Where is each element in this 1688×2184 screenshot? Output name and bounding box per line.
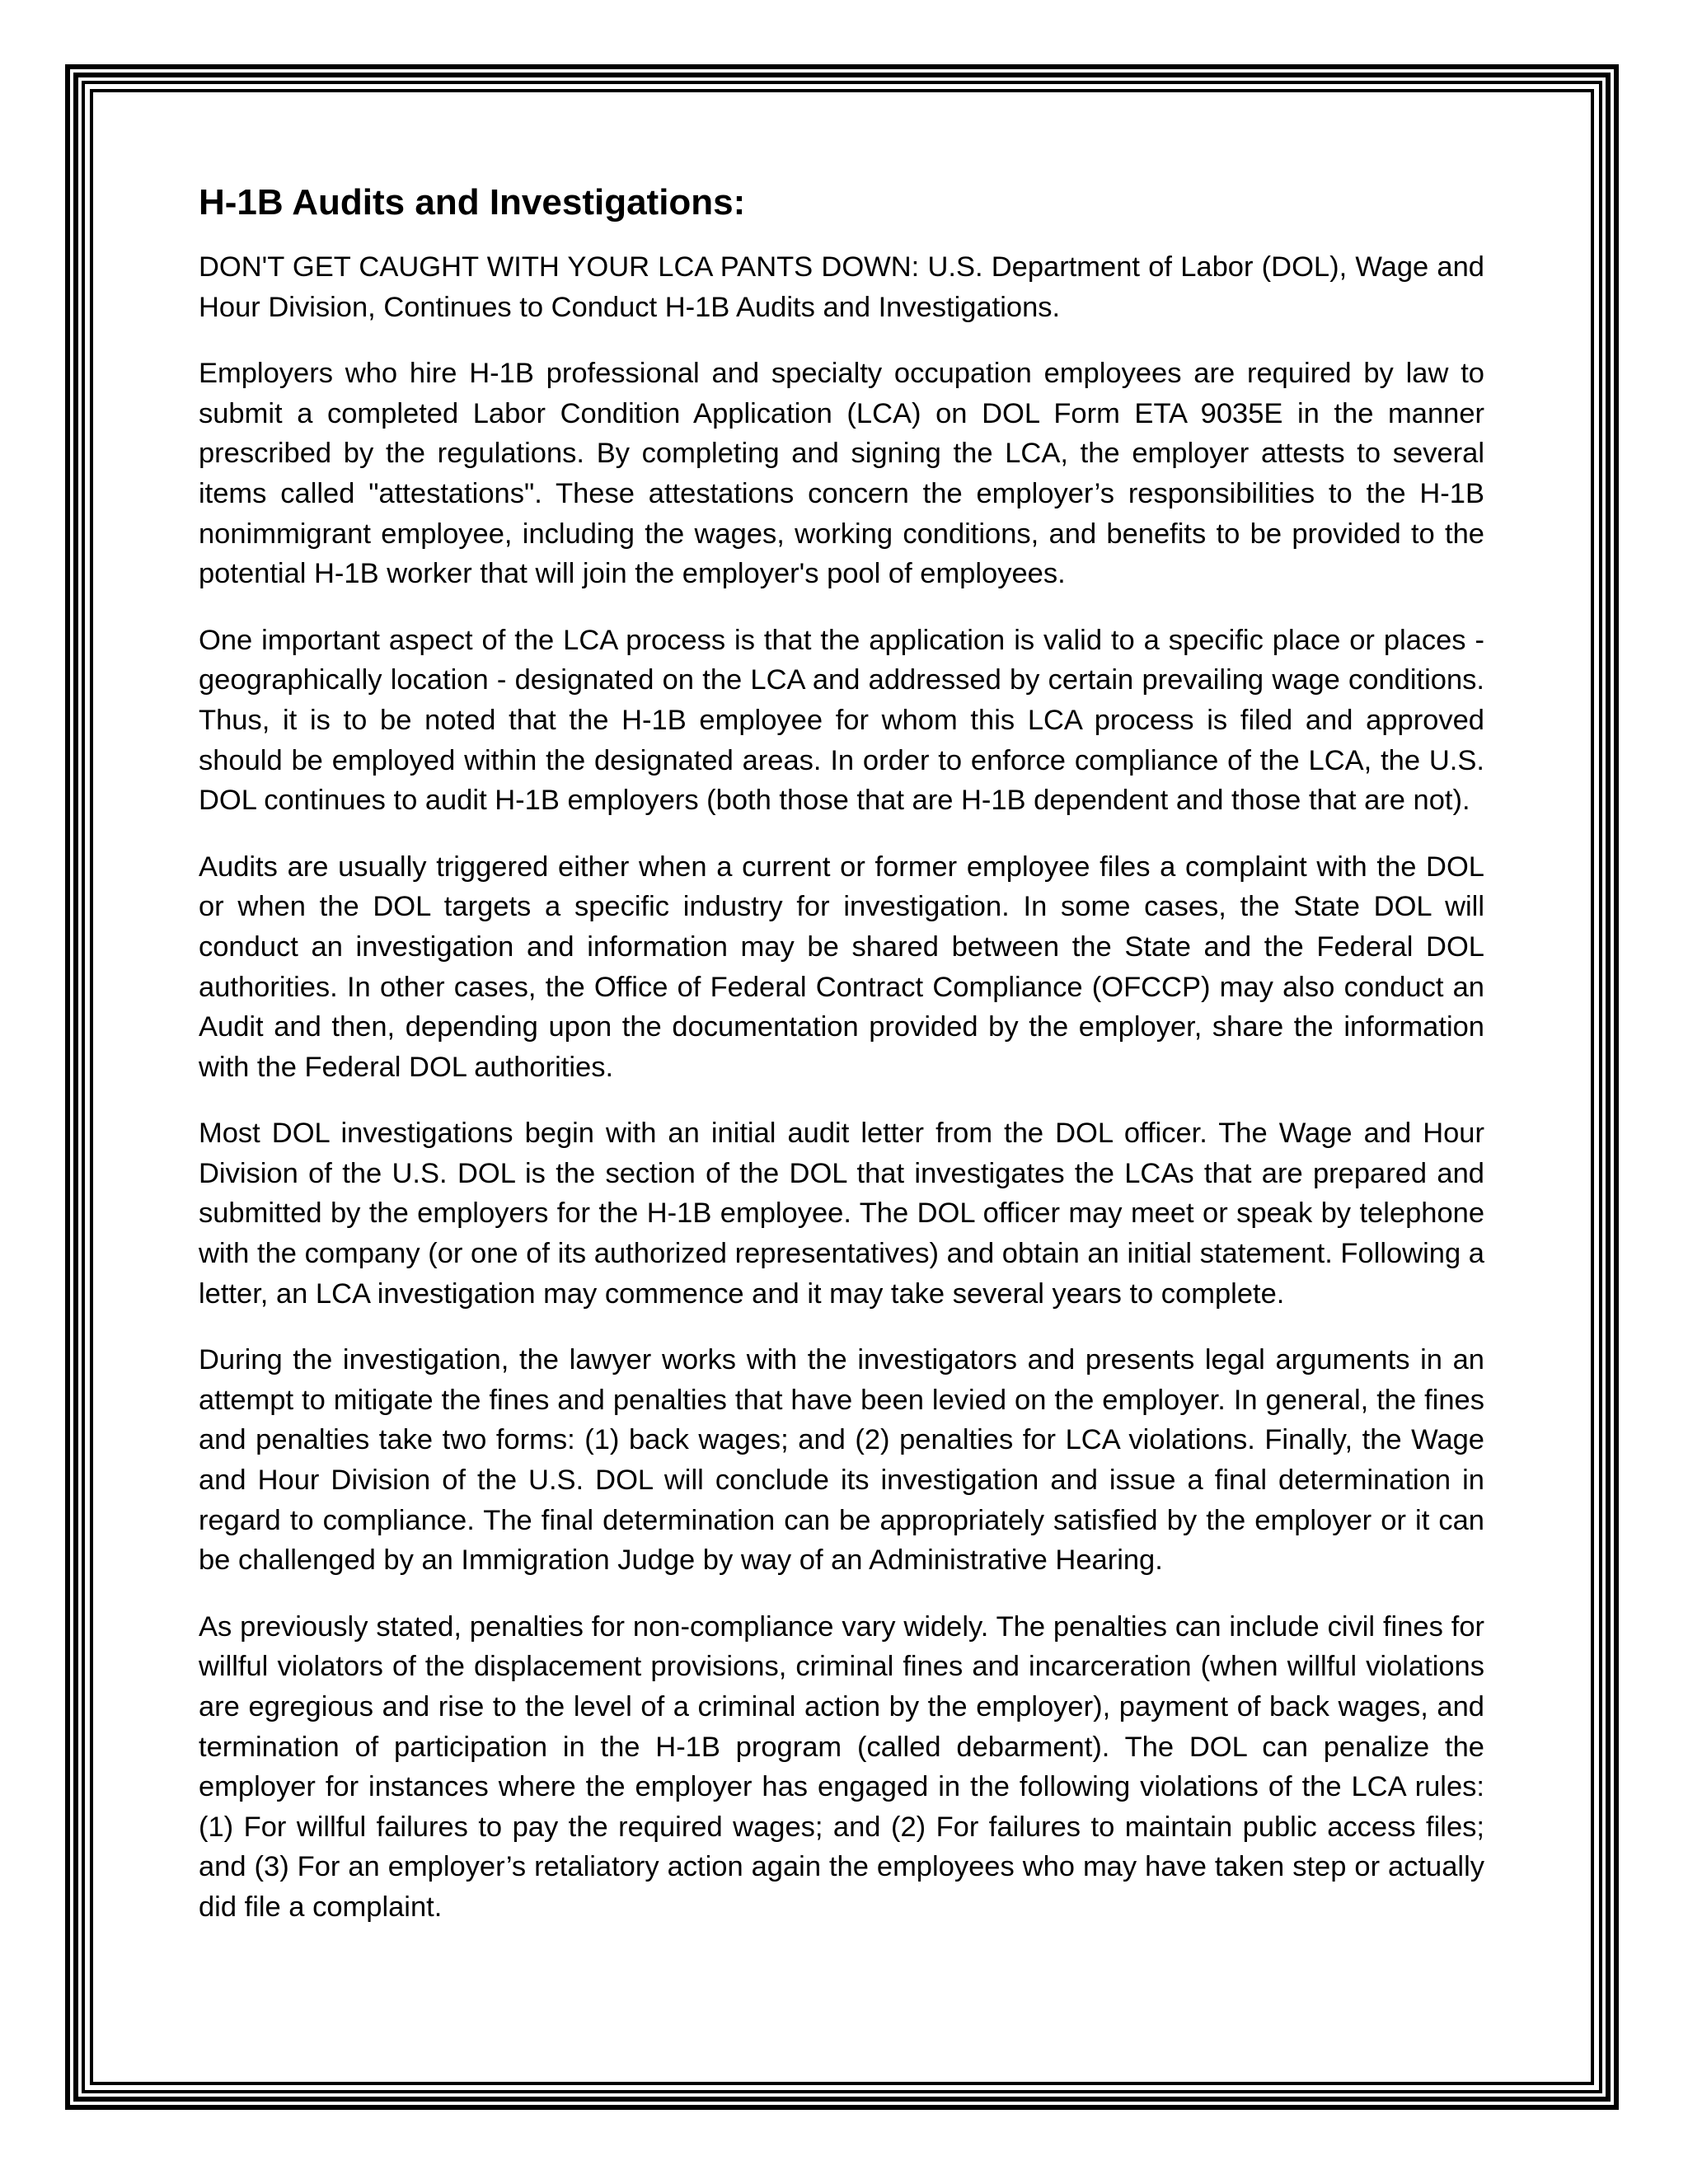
paragraph-audit-triggers: Audits are usually triggered either when a current or former employee files a complaint with the DOL or when the DOL targets a specific industry for investigation. In some cases, the State DOL will conduct an investigation and information may be shared between the State and the Federal DOL authorities. In other cases, the Office of Federal Contract Compliance (OFCCP) may also conduct an Audit and then, depending upon the documentation provided by the employer, share the information with the Federal DOL authorities. — [199, 851, 1484, 1083]
paragraph-investigation-start: Most DOL investigations begin with an initial audit letter from the DOL officer. The Wage and Hour Division of the U.S. DOL is the section of the DOL that investigates the LCAs that are prepared and submitted by the employers for the H-1B employee. The DOL officer may meet or speak by telephone with the company (or one of its authorized representatives) and obtain an initial statement. Following a letter, an LCA investigation may commence and it may take several years to complete. — [199, 1118, 1484, 1310]
document-body — [199, 180, 1484, 1954]
document-title: H-1B Audits and Investigations: — [199, 182, 746, 223]
paragraph-investigation-process: During the investigation, the lawyer works with the investigators and presents legal arguments in an attempt to mitigate the fines and penalties that have been levied on the employer. In general, the fines and penalties take two forms: (1) back wages; and (2) penalties for LCA violations. Finally, the Wage and Hour Division of the U.S. DOL will conclude its investigation and issue a final determination in regard to compliance. The final determination can be appropriately satisfied by the employer or it can be challenged by an Immigration Judge by way of an Administrative Hearing. — [199, 1344, 1484, 1577]
paragraph-intro: DON'T GET CAUGHT WITH YOUR LCA PANTS DOWN: U.S. Department of Labor (DOL), Wage and Hour Division, Continues to Conduct H-1B Audits and Investigations. — [199, 251, 1484, 323]
paragraph-lca-requirement: Employers who hire H-1B professional and specialty occupation employees are required by law to submit a completed Labor Condition Application (LCA) on DOL Form ETA 9035E in the manner prescribed by the regulations. By completing and signing the LCA, the employer attests to several items called "attestations". These attestations concern the employer’s responsibilities to the H-1B nonimmigrant employee, including the wages, working conditions, and benefits to be provided to the potential H-1B worker that will join the employer's pool of employees. — [199, 358, 1484, 590]
paragraph-lca-location: One important aspect of the LCA process is that the application is valid to a specific place or places - geographically location - designated on the LCA and addressed by certain prevailing wage conditions. Thus, it is to be noted that the H-1B employee for whom this LCA process is filed and approved should be employed within the designated areas. In order to enforce compliance of the LCA, the U.S. DOL continues to audit H-1B employers (both those that are H-1B dependent and those that are not). — [199, 624, 1484, 817]
paragraph-penalties: As previously stated, penalties for non-compliance vary widely. The penalties can include civil fines for willful violators of the displacement provisions, criminal fines and incarceration (when willful violations are egregious and rise to the level of a criminal action by the employer), payment of back wages, and termination of participation in the H-1B program (called debarment). The DOL can penalize the employer for instances where the employer has engaged in the following violations of the LCA rules: (1) For willful failures to pay the required wages; and (2) For failures to maintain public access files; and (3) For an employer’s retaliatory action again the employees who may have taken step or actually did file a complaint. — [199, 1610, 1484, 1923]
